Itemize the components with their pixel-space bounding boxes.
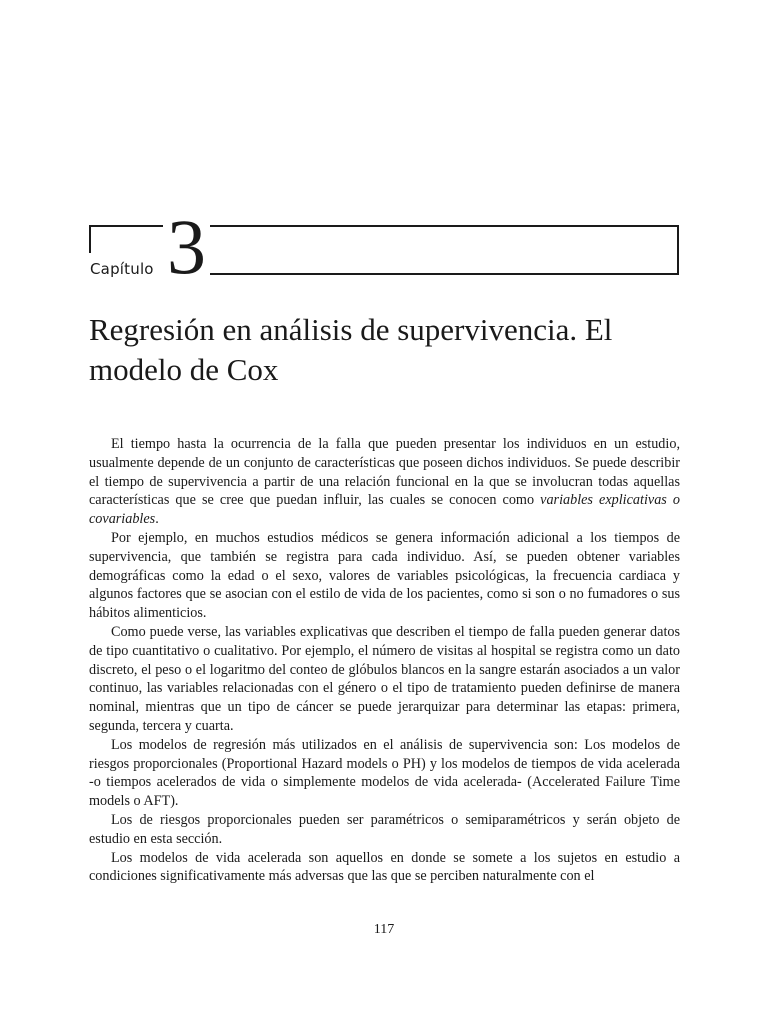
paragraph-text: El tiempo hasta la ocurrencia de la falla que pueden presentar los individuos en un estudio, usualmente depende de un conjunto de características que poseen dichos individuos. Se puede describir el tiempo de supervivencia a partir de una relación funcional en la que se involucran todas aquellas características que se cree que puedan influir, las cuales se conocen como (89, 436, 680, 509)
paragraph: Los modelos de vida acelerada son aquellos en donde se somete a los sujetos en estudio a condiciones significativamente más adversas que las que se perciben naturalmente con el (89, 849, 680, 885)
chapter-heading-frame-left-rule (89, 225, 91, 253)
paragraph: Como puede verse, las variables explicativas que describen el tiempo de falla pueden generar datos de tipo cuantitativo o cualitativo. Por ejemplo, el número de visitas al hospital se registra como un dato discreto, el peso o el logaritmo del conteo de glóbulos blancos en la sangre estarán asociados a un valor continuo, las variables relacionadas con el género o el tipo de tratamiento pueden definirse de manera nominal, mientras que un tipo de cáncer se puede jerarquizar para determinar las etapas: primera, segunda, tercera y cuarta. (89, 623, 680, 734)
emphasized-term: variables explicativas o covariables (89, 492, 681, 528)
paragraph: Los modelos de regresión más utilizados en el análisis de supervivencia son: Los modelos de riesgos proporcionales (Proportional Hazard models o PH) y los modelos de tiempos de vida acelerada -o tiempos acelerados de vida o simplemente modelos de vida acelerada- (Accelerated Failure Time models o AFT). (89, 736, 680, 810)
paragraph: Los de riesgos proporcionales pueden ser paramétricos o semiparamétricos y serán objeto de estudio en esta sección. (89, 811, 680, 847)
chapter-heading-frame-bottom-rule (204, 273, 679, 275)
page-number: 117 (373, 922, 395, 937)
chapter-number: 3 (163, 208, 210, 286)
paragraph (89, 435, 680, 529)
body-text (89, 435, 680, 886)
chapter-title: Regresión en análisis de supervivencia. El modelo de Cox (89, 312, 613, 387)
paragraph-tail: . (155, 511, 159, 528)
paragraph: Por ejemplo, en muchos estudios médicos se genera información adicional a los tiempos de supervivencia, que también se registra para cada individuo. Así, se pueden obtener variables demográficas como la edad o el sexo, valores de variables psicológicas, la frecuencia cardiaca y algunos factores que se asocian con el estilo de vida de los pacientes, como si son o no fumadores o sus hábitos alimenticios. (89, 529, 680, 622)
chapter-label: Capítulo (90, 260, 160, 278)
